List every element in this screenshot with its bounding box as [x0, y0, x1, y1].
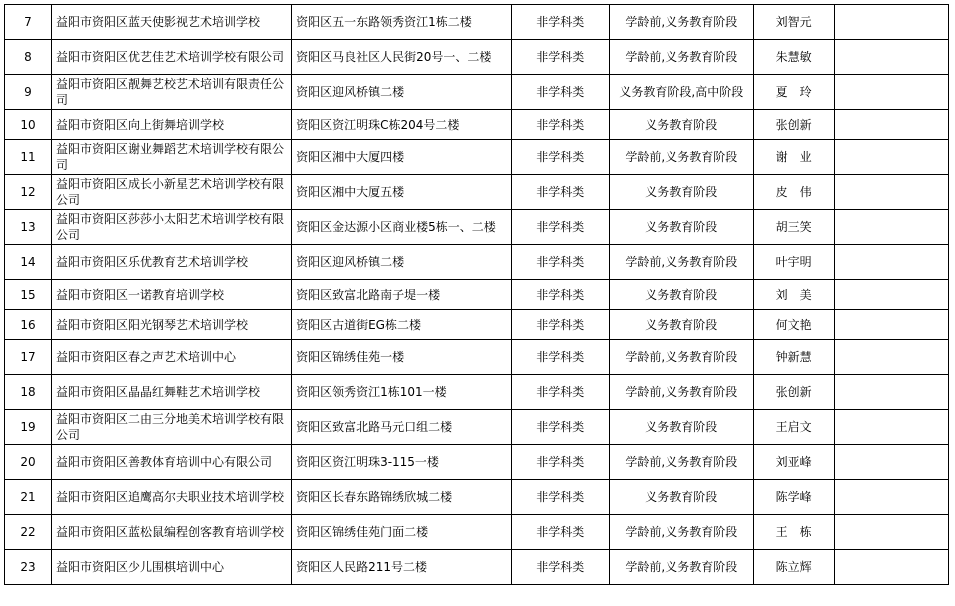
representative-cell: 刘智元 — [753, 5, 834, 40]
row-number-cell: 11 — [5, 140, 52, 175]
category-cell: 非学科类 — [511, 210, 609, 245]
address-cell: 资阳区人民路211号二楼 — [292, 550, 512, 585]
row-number-cell: 20 — [5, 445, 52, 480]
row-number-cell: 19 — [5, 410, 52, 445]
table-row — [5, 40, 949, 75]
table-row — [5, 210, 949, 245]
institution-name-cell: 益阳市资阳区追鹰高尔夫职业技术培训学校 — [51, 480, 291, 515]
row-number-cell: 9 — [5, 75, 52, 110]
address-cell: 资阳区资江明珠C栋204号二楼 — [292, 110, 512, 140]
category-cell: 非学科类 — [511, 110, 609, 140]
table-row — [5, 5, 949, 40]
institution-name-cell: 益阳市资阳区春之声艺术培训中心 — [51, 340, 291, 375]
category-cell: 非学科类 — [511, 280, 609, 310]
institution-name-cell: 益阳市资阳区少儿围棋培训中心 — [51, 550, 291, 585]
empty-cell — [834, 40, 948, 75]
category-cell: 非学科类 — [511, 40, 609, 75]
representative-cell: 皮 伟 — [753, 175, 834, 210]
representative-cell: 张创新 — [753, 110, 834, 140]
institution-name-cell: 益阳市资阳区蓝天使影视艺术培训学校 — [51, 5, 291, 40]
education-stage-cell: 学龄前,义务教育阶段 — [609, 550, 753, 585]
empty-cell — [834, 75, 948, 110]
education-stage-cell: 义务教育阶段 — [609, 280, 753, 310]
education-stage-cell: 义务教育阶段 — [609, 175, 753, 210]
education-stage-cell: 学龄前,义务教育阶段 — [609, 515, 753, 550]
row-number-cell: 15 — [5, 280, 52, 310]
table-row — [5, 550, 949, 585]
institution-name-cell: 益阳市资阳区二由三分地美术培训学校有限公司 — [51, 410, 291, 445]
table-row — [5, 110, 949, 140]
category-cell: 非学科类 — [511, 245, 609, 280]
education-stage-cell: 学龄前,义务教育阶段 — [609, 40, 753, 75]
row-number-cell: 10 — [5, 110, 52, 140]
education-stage-cell: 义务教育阶段 — [609, 110, 753, 140]
address-cell: 资阳区金达源小区商业楼5栋一、二楼 — [292, 210, 512, 245]
empty-cell — [834, 110, 948, 140]
category-cell: 非学科类 — [511, 410, 609, 445]
education-stage-cell: 学龄前,义务教育阶段 — [609, 5, 753, 40]
representative-cell: 王 栋 — [753, 515, 834, 550]
institution-name-cell: 益阳市资阳区莎莎小太阳艺术培训学校有限公司 — [51, 210, 291, 245]
table-row — [5, 410, 949, 445]
representative-cell: 夏 玲 — [753, 75, 834, 110]
row-number-cell: 13 — [5, 210, 52, 245]
empty-cell — [834, 175, 948, 210]
institution-name-cell: 益阳市资阳区优艺佳艺术培训学校有限公司 — [51, 40, 291, 75]
empty-cell — [834, 550, 948, 585]
row-number-cell: 23 — [5, 550, 52, 585]
table-row — [5, 140, 949, 175]
category-cell: 非学科类 — [511, 550, 609, 585]
table-row — [5, 280, 949, 310]
institution-name-cell: 益阳市资阳区向上街舞培训学校 — [51, 110, 291, 140]
institution-name-cell: 益阳市资阳区成长小新星艺术培训学校有限公司 — [51, 175, 291, 210]
institution-name-cell: 益阳市资阳区谢业舞蹈艺术培训学校有限公司 — [51, 140, 291, 175]
address-cell: 资阳区长春东路锦绣欣城二楼 — [292, 480, 512, 515]
institution-name-cell: 益阳市资阳区靓舞艺校艺术培训有限责任公司 — [51, 75, 291, 110]
address-cell: 资阳区马良社区人民街20号一、二楼 — [292, 40, 512, 75]
education-stage-cell: 义务教育阶段 — [609, 410, 753, 445]
institution-name-cell: 益阳市资阳区蓝松鼠编程创客教育培训学校 — [51, 515, 291, 550]
address-cell: 资阳区锦绣佳苑门面二楼 — [292, 515, 512, 550]
table-row — [5, 245, 949, 280]
row-number-cell: 17 — [5, 340, 52, 375]
representative-cell: 朱慧敏 — [753, 40, 834, 75]
address-cell: 资阳区领秀资江1栋101一楼 — [292, 375, 512, 410]
category-cell: 非学科类 — [511, 340, 609, 375]
category-cell: 非学科类 — [511, 515, 609, 550]
empty-cell — [834, 375, 948, 410]
empty-cell — [834, 280, 948, 310]
table-row — [5, 175, 949, 210]
empty-cell — [834, 410, 948, 445]
representative-cell: 刘 美 — [753, 280, 834, 310]
institution-table — [4, 4, 949, 585]
empty-cell — [834, 480, 948, 515]
address-cell: 资阳区锦绣佳苑一楼 — [292, 340, 512, 375]
representative-cell: 钟新慧 — [753, 340, 834, 375]
representative-cell: 刘亚峰 — [753, 445, 834, 480]
address-cell: 资阳区迎风桥镇二楼 — [292, 245, 512, 280]
address-cell: 资阳区致富北路南子堤一楼 — [292, 280, 512, 310]
row-number-cell: 7 — [5, 5, 52, 40]
empty-cell — [834, 515, 948, 550]
table-row — [5, 515, 949, 550]
representative-cell: 陈学峰 — [753, 480, 834, 515]
category-cell: 非学科类 — [511, 5, 609, 40]
institution-name-cell: 益阳市资阳区晶晶红舞鞋艺术培训学校 — [51, 375, 291, 410]
category-cell: 非学科类 — [511, 445, 609, 480]
row-number-cell: 14 — [5, 245, 52, 280]
representative-cell: 张创新 — [753, 375, 834, 410]
education-stage-cell: 学龄前,义务教育阶段 — [609, 445, 753, 480]
representative-cell: 何文艳 — [753, 310, 834, 340]
category-cell: 非学科类 — [511, 310, 609, 340]
empty-cell — [834, 310, 948, 340]
representative-cell: 叶宇明 — [753, 245, 834, 280]
education-stage-cell: 学龄前,义务教育阶段 — [609, 140, 753, 175]
address-cell: 资阳区五一东路领秀资江1栋二楼 — [292, 5, 512, 40]
education-stage-cell: 学龄前,义务教育阶段 — [609, 245, 753, 280]
empty-cell — [834, 340, 948, 375]
institution-name-cell: 益阳市资阳区阳光钢琴艺术培训学校 — [51, 310, 291, 340]
row-number-cell: 22 — [5, 515, 52, 550]
address-cell: 资阳区湘中大厦四楼 — [292, 140, 512, 175]
representative-cell: 胡三笑 — [753, 210, 834, 245]
education-stage-cell: 义务教育阶段 — [609, 480, 753, 515]
row-number-cell: 18 — [5, 375, 52, 410]
row-number-cell: 8 — [5, 40, 52, 75]
row-number-cell: 21 — [5, 480, 52, 515]
representative-cell: 陈立辉 — [753, 550, 834, 585]
category-cell: 非学科类 — [511, 375, 609, 410]
education-stage-cell: 学龄前,义务教育阶段 — [609, 375, 753, 410]
address-cell: 资阳区湘中大厦五楼 — [292, 175, 512, 210]
education-stage-cell: 义务教育阶段 — [609, 310, 753, 340]
address-cell: 资阳区迎风桥镇二楼 — [292, 75, 512, 110]
education-stage-cell: 义务教育阶段,高中阶段 — [609, 75, 753, 110]
category-cell: 非学科类 — [511, 480, 609, 515]
address-cell: 资阳区古道街EG栋二楼 — [292, 310, 512, 340]
institution-name-cell: 益阳市资阳区乐优教育艺术培训学校 — [51, 245, 291, 280]
category-cell: 非学科类 — [511, 175, 609, 210]
category-cell: 非学科类 — [511, 75, 609, 110]
table-row — [5, 340, 949, 375]
table-row — [5, 445, 949, 480]
table-row — [5, 310, 949, 340]
empty-cell — [834, 210, 948, 245]
education-stage-cell: 学龄前,义务教育阶段 — [609, 340, 753, 375]
institution-name-cell: 益阳市资阳区一诺教育培训学校 — [51, 280, 291, 310]
empty-cell — [834, 140, 948, 175]
education-stage-cell: 义务教育阶段 — [609, 210, 753, 245]
table-row — [5, 480, 949, 515]
table-body — [5, 5, 949, 585]
table-row — [5, 75, 949, 110]
representative-cell: 谢 业 — [753, 140, 834, 175]
institution-name-cell: 益阳市资阳区善教体育培训中心有限公司 — [51, 445, 291, 480]
empty-cell — [834, 5, 948, 40]
row-number-cell: 16 — [5, 310, 52, 340]
representative-cell: 王启文 — [753, 410, 834, 445]
table-row — [5, 375, 949, 410]
category-cell: 非学科类 — [511, 140, 609, 175]
address-cell: 资阳区资江明珠3-115一楼 — [292, 445, 512, 480]
row-number-cell: 12 — [5, 175, 52, 210]
empty-cell — [834, 445, 948, 480]
address-cell: 资阳区致富北路马元口组二楼 — [292, 410, 512, 445]
empty-cell — [834, 245, 948, 280]
